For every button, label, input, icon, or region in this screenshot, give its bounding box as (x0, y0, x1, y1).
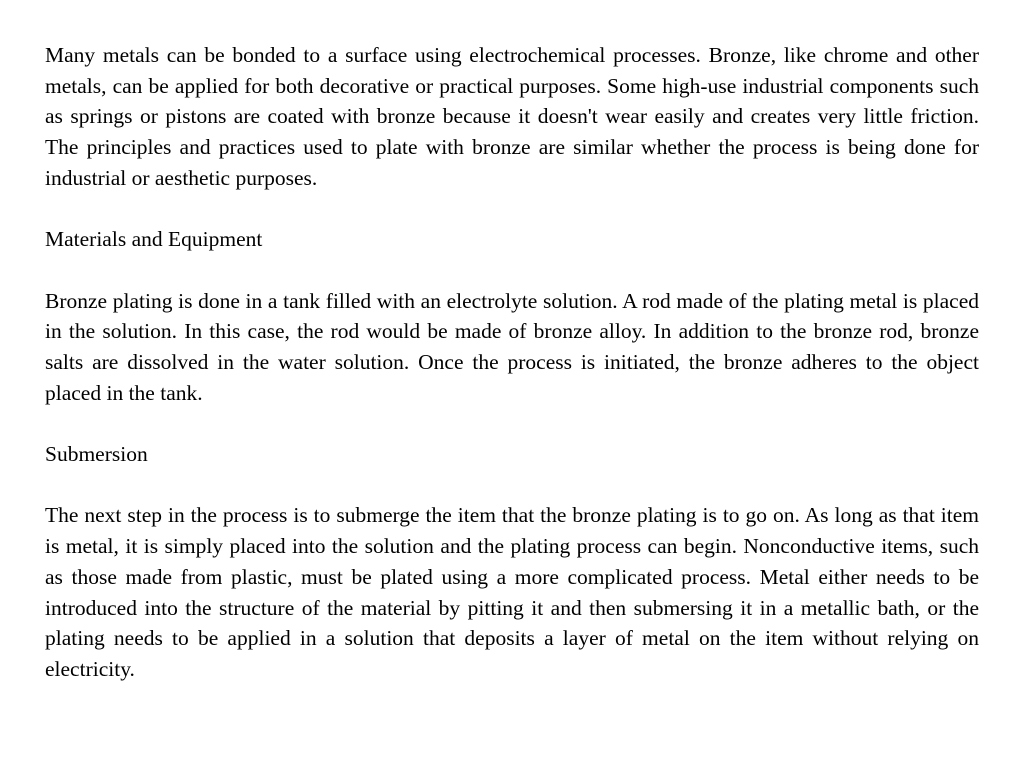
materials-paragraph: Bronze plating is done in a tank filled with an electrolyte solution. A rod made of the plating metal is placed in the solution. In this case, the rod would be made of bronze alloy. In addition to the bronze rod, bronze salts are dissolved in the water solution. Once the process is initiated, the bronze adheres to the object placed in the tank. (45, 288, 979, 405)
materials-heading: Materials and Equipment (45, 227, 263, 252)
document-page (45, 40, 979, 715)
intro-paragraph: Many metals can be bonded to a surface using electrochemical processes. Bronze, like chrome and other metals, can be applied for both decorative or practical purposes. Some high-use industrial components such as springs or pistons are coated with bronze because it doesn't wear easily and creates very little friction. The principles and practices used to plate with bronze are similar whether the process is being done for industrial or aesthetic purposes. (45, 43, 979, 190)
submersion-paragraph: The next step in the process is to submerge the item that the bronze plating is to go on. As long as that item is metal, it is simply placed into the solution and the plating process can begin. Nonconductive items, such as those made from plastic, must be plated using a more complicated process. Metal either needs to be introduced into the structure of the material by pitting it and then submersing it in a metallic bath, or the plating needs to be applied in a solution that deposits a layer of metal on the item without relying on electricity. (45, 503, 979, 681)
submersion-heading: Submersion (45, 442, 148, 467)
